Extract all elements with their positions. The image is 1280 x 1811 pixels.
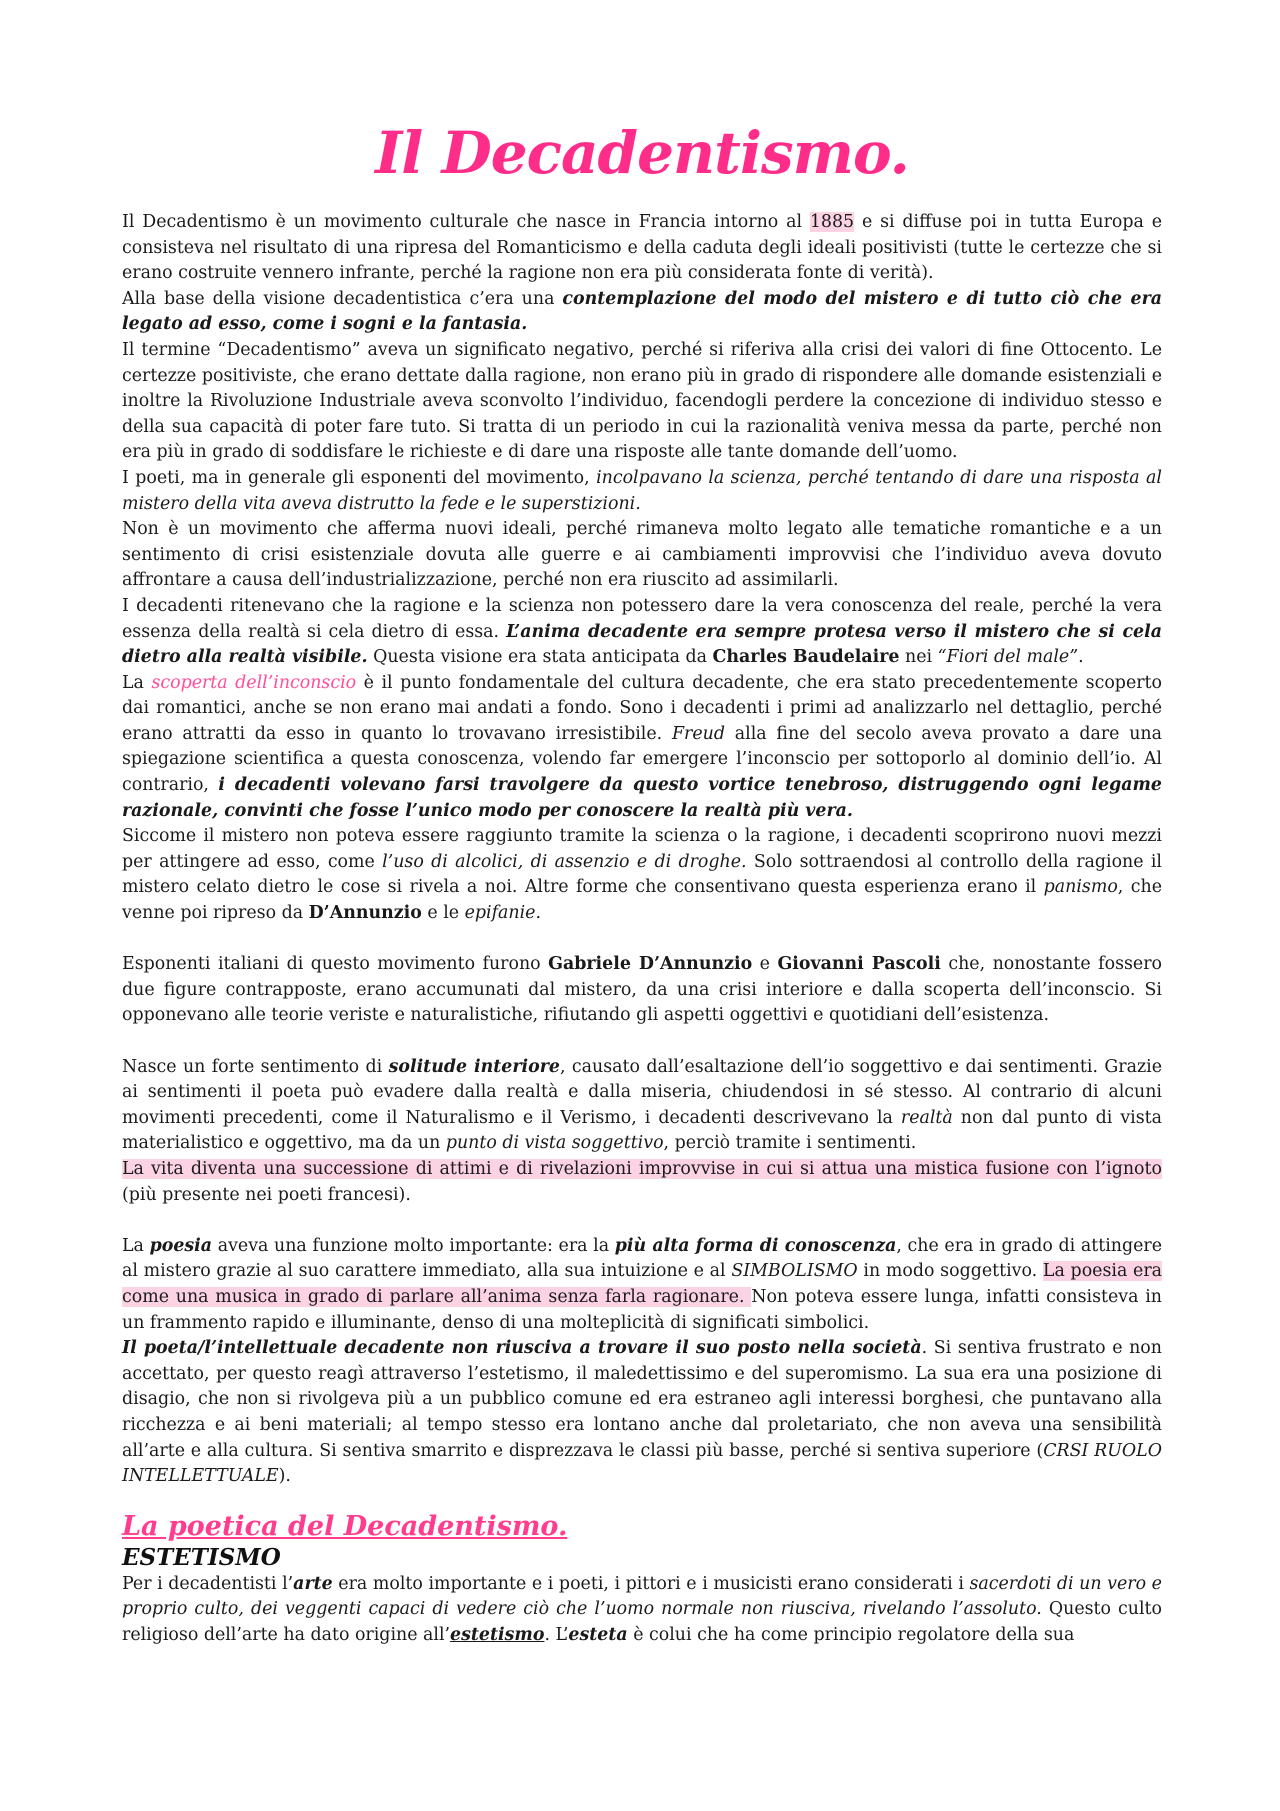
highlight-year: 1885 [809, 212, 855, 232]
highlight-poetry: La poesia era come una musica in grado di parlare all’anima senza farla ragionare. [122, 1261, 1163, 1307]
subsection-heading: ESTETISMO [122, 1543, 281, 1571]
paragraph-intro: Il Decadentismo è un movimento culturale che nasce in Francia intorno al 1885 e si diffuse poi in tutta Europa e consisteva nel risultato di una ripresa del Romanticismo e della caduta degli ideali positivisti (tutte le certezze che si erano costruite vennero infrante, perché la ragione non era più considerata fonte di verità). [122, 212, 1162, 284]
document-title: Il Decadentismo. [375, 119, 909, 187]
paragraph-reason: I decadenti ritenevano che la ragione e la scienza non potessero dare la vera conoscenza del reale, perché la vera essenza della realtà si cela dietro di essa. L’anima decadente era sempre protesa verso il mistero che si cela dietro alla realtà visibile. Questa visione era stata anticipata da Charles Baudelaire nei “Fiori del male”. [122, 595, 1162, 668]
paragraph-term: Il termine “Decadentismo” aveva un significato negativo, perché si riferiva alla crisi dei valori di fine Ottocento. Le certezze positiviste, che erano dettate dalla ragione, non erano più in grado di rispondere alle domande esistenziali e inoltre la Rivoluzione Industriale aveva sconvolto l’individuo, facendogli perdere la concezione di individuo stesso e della sua capacità di poter fare tuto. Si tratta di un periodo in cui la razionalità veniva messa da parte, perché non era più in grado di soddisfare le richieste e di dare una risposte alle tante domande dell’uomo. [122, 339, 1162, 463]
paragraph-life: La vita diventa una successione di attimi e di rivelazioni improvvise in cui si attua una mistica fusione con l’ignoto (più presente nei poeti francesi). [122, 1158, 1162, 1205]
highlight-life: La vita diventa una successione di attimi e di rivelazioni improvvise in cui si attua una mistica fusione con l’ignoto [122, 1158, 1162, 1179]
paragraph-aestheticism: Per i decadentisti l’arte era molto importante e i poeti, i pittori e i musicisti erano considerati i sacerdoti di un vero e proprio culto, dei veggenti capaci di vedere ciò che l’uomo normale non riusciva, rivelando l’assoluto. Questo culto religioso dell’arte ha dato origine all’estetismo. L’esteta è colui che ha come principio regolatore della sua [122, 1573, 1162, 1645]
paragraph-unconscious: La scoperta dell’inconscio è il punto fondamentale del cultura decadente, che era stato precedentemente scoperto dai romantici, anche se non erano mai andati a fondo. Sono i decadenti i primi ad analizzarlo nel dettaglio, perché erano attratti da esso in quanto lo trovavano irresistibile. Freud alla fine del secolo aveva provato a dare una spiegazione scientifica a questa conoscenza, volendo far emergere l’inconscio per sottoporlo al dominio dell’io. Al contrario, i decadenti volevano farsi travolgere da questo vortice tenebroso, distruggendo ogni legame razionale, convinti che fosse l’unico modo per conoscere la realtà più vera. [122, 672, 1163, 821]
paragraph-exponents: Esponenti italiani di questo movimento furono Gabriele D’Annunzio e Giovanni Pascoli che, nonostante fossero due figure contrapposte, erano accumunati dal mistero, da una crisi interiore e dalla scoperta dell’inconscio. Si opponevano alle teorie veriste e naturalistiche, rifiutando gli aspetti oggettivi e quotidiani dell’esistenza. [122, 954, 1162, 1026]
paragraph-mystery: Siccome il mistero non poteva essere raggiunto tramite la scienza o la ragione, i decadenti scoprirono nuovi mezzi per attingere ad esso, come l’uso di alcolici, di assenzio e di droghe. Solo sottraendosi al controllo della ragione il mistero celato dietro le cose si rivela a noi. Altre forme che consentivano questa esperienza erano il panismo, che venne poi ripreso da D’Annunzio e le epifanie. [122, 826, 1162, 924]
paragraph-intellectual: Il poeta/l’intellettuale decadente non riusciva a trovare il suo posto nella società. Si sentiva frustrato e non accettato, per questo reagì attraverso l’estetismo, il maledettissimo e del superomismo. La sua era una posizione di disagio, che non si rivolgeva più a un pubblico comune ed era estraneo agli interessi borghesi, che puntavano alla ricchezza e ai beni materiali; al tempo stesso era lontano anche dal proletariato, che non aveva una sensibilità all’arte e alla cultura. Si sentiva smarrito e disprezzava le classi più basse, perché si sentiva superiore (CRSI RUOLO INTELLETTUALE). [122, 1338, 1162, 1487]
paragraph-ideals: Non è un movimento che afferma nuovi ideali, perché rimaneva molto legato alle tematiche romantiche e a un sentimento di crisi esistenziale dovuta alle guerre e ai cambiamenti improvvisi che l’individuo aveva dovuto affrontare a causa dell’industrializzazione, perché non era riuscito ad assimilarli. [122, 519, 1162, 591]
section-heading: La poetica del Decadentismo. [122, 1510, 568, 1542]
paragraph-vision: Alla base della visione decadentistica c’era una contemplazione del modo del mistero e di tutto ciò che era legato ad esso, come i sogni e la fantasia. [122, 288, 1162, 335]
paragraph-solitude: Nasce un forte sentimento di solitude interiore, causato dall’esaltazione dell’io soggettivo e dai sentimenti. Grazie ai sentimenti il poeta può evadere dalla realtà e dalla miseria, chiudendosi in sé stesso. Al contrario di alcuni movimenti precedenti, come il Naturalismo e il Verismo, i decadenti descrivevano la realtà non dal punto di vista materialistico e oggettivo, ma da un punto di vista soggettivo, perciò tramite i sentimenti. [122, 1056, 1162, 1154]
paragraph-poetry: La poesia aveva una funzione molto importante: era la più alta forma di conoscenza, che era in grado di attingere al mistero grazie al suo carattere immediato, alla sua intuizione e al SIMBOLISMO in modo soggettivo. La poesia era come una musica in grado di parlare all’anima senza farla ragionare. Non poteva essere lunga, infatti consisteva in un frammento rapido e illuminante, denso di una molteplicità di significati simbolici. [122, 1235, 1163, 1333]
paragraph-poets: I poeti, ma in generale gli esponenti del movimento, incolpavano la scienza, perché tentando di dare una risposta al mistero della vita aveva distrutto la fede e le superstizioni. [122, 467, 1162, 514]
